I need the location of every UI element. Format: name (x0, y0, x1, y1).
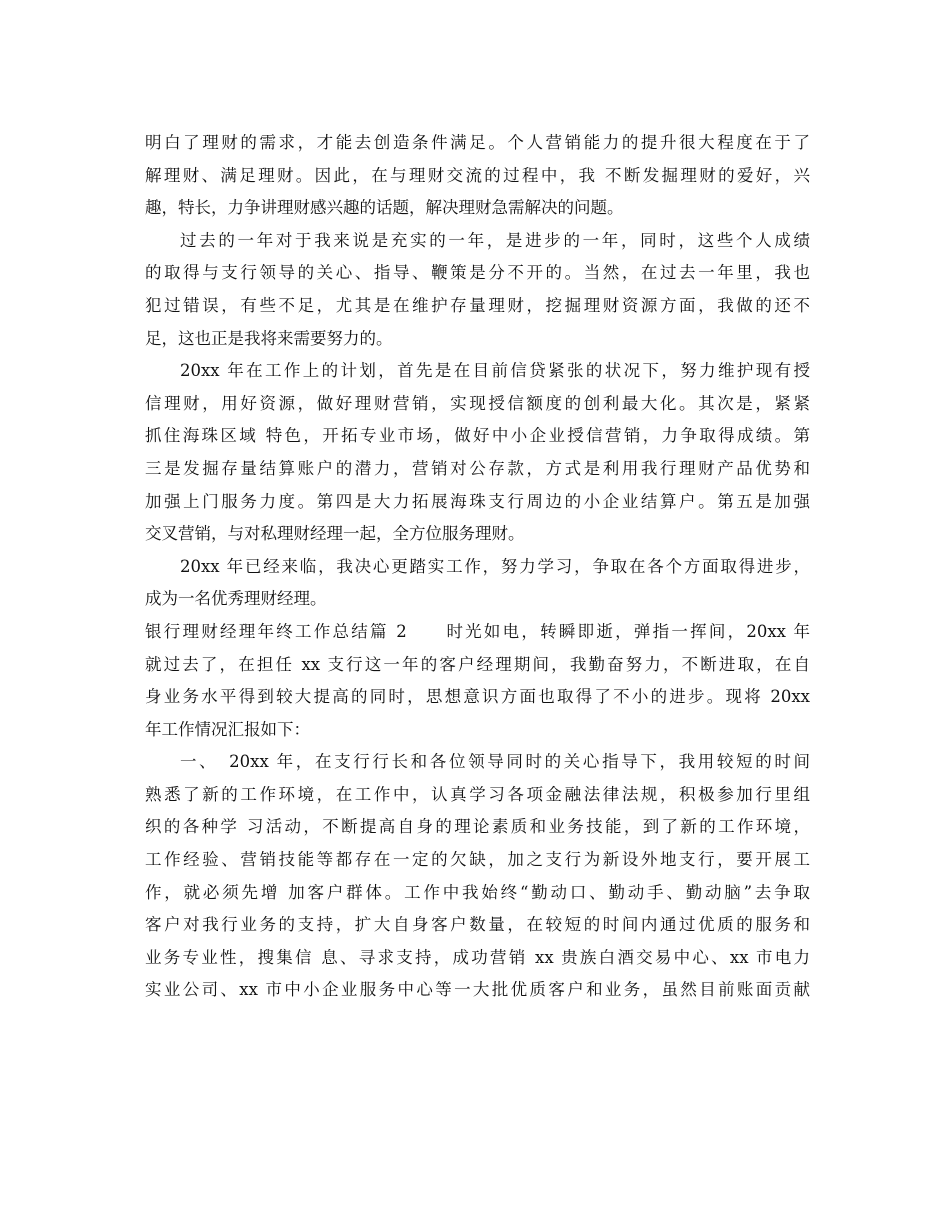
text-line-17: 就过去了，在担任 xx 支行这一年的客户经理期间，我勤奋努力，不断进取，在自 (145, 654, 810, 674)
text-line-1: 明白了理财的需求，才能去创造条件满足。个人营销能力的提升很大程度在于了 (145, 133, 810, 152)
text-line-13: 交叉营销，与对私理财经理一起，全方位服务理财。 (145, 524, 525, 544)
text-line-27: 实业公司、xx 市中小企业服务中心等一大批优质客户和业务，虽然目前账面贡献 (145, 980, 810, 1000)
text-line-20: 一、 20xx 年，在支行行长和各位领导同时的关心指导下，我用较短的时间 (180, 752, 810, 772)
text-line-5: 的取得与支行领导的关心、指导、鞭策是分不开的。当然，在过去一年里，我也 (145, 263, 810, 283)
text-line-3: 趣，特长，力争讲理财感兴趣的话题，解决理财急需解决的问题。 (145, 198, 624, 218)
text-line-22: 织的各种学 习活动，不断提高自身的理论素质和业务技能，到了新的工作环境， (145, 817, 810, 837)
text-line-14: 20xx 年已经来临，我决心更踏实工作，努力学习，争取在各个方面取得进步， (180, 556, 810, 576)
text-line-19: 年工作情况汇报如下： (145, 719, 310, 739)
text-line-6: 犯过错误，有些不足，尤其是在维护存量理财，挖掘理财资源方面，我做的还不 (145, 295, 810, 315)
document-body (145, 127, 810, 1007)
text-line-7: 足，这也正是我将来需要努力的。 (145, 328, 393, 348)
text-line-10: 抓住海珠区域 特色，开拓专业市场，做好中小企业授信营销，力争取得成绩。第 (145, 426, 810, 446)
text-line-23: 工作经验、营销技能等都存在一定的欠缺，加之支行为新设外地支行，要开展工 (145, 850, 810, 870)
text-line-11: 三是发掘存量结算账户的潜力，营销对公存款，方式是利用我行理财产品优势和 (145, 458, 810, 478)
text-line-4: 过去的一年对于我来说是充实的一年，是进步的一年，同时，这些个人成绩 (180, 230, 810, 250)
text-line-9: 信理财，用好资源，做好理财营销，实现授信额度的创利最大化。其次是，紧紧 (145, 393, 810, 413)
text-line-15: 成为一名优秀理财经理。 (145, 589, 327, 609)
text-line-21: 熟悉了新的工作环境，在工作中，认真学习各项金融法律法规，积极参加行里组 (145, 784, 810, 804)
text-line-8: 20xx 年在工作上的计划，首先是在目前信贷紧张的状况下，努力维护现有授 (180, 361, 810, 381)
text-line-18: 身业务水平得到较大提高的同时，思想意识方面也取得了不小的进步。现将 20xx (145, 687, 810, 707)
text-line-26: 业务专业性，搜集信 息、寻求支持，成功营销 xx 贵族白酒交易中心、xx 市电力 (145, 947, 810, 967)
section-heading-line: 银行理财经理年终工作总结篇 2 时光如电，转瞬即逝，弹指一挥间，20xx 年 (145, 621, 810, 641)
text-line-2: 解理财、满足理财。因此，在与理财交流的过程中，我 不断发掘理财的爱好，兴 (145, 165, 810, 185)
text-line-12: 加强上门服务力度。第四是大力拓展海珠支行周边的小企业结算户。第五是加强 (145, 491, 810, 511)
text-line-25: 客户对我行业务的支持，扩大自身客户数量，在较短的时间内通过优质的服务和 (145, 915, 810, 935)
text-line-24: 作，就必须先增 加客户群体。工作中我始终“勤动口、勤动手、勤动脑”去争取 (145, 882, 810, 902)
